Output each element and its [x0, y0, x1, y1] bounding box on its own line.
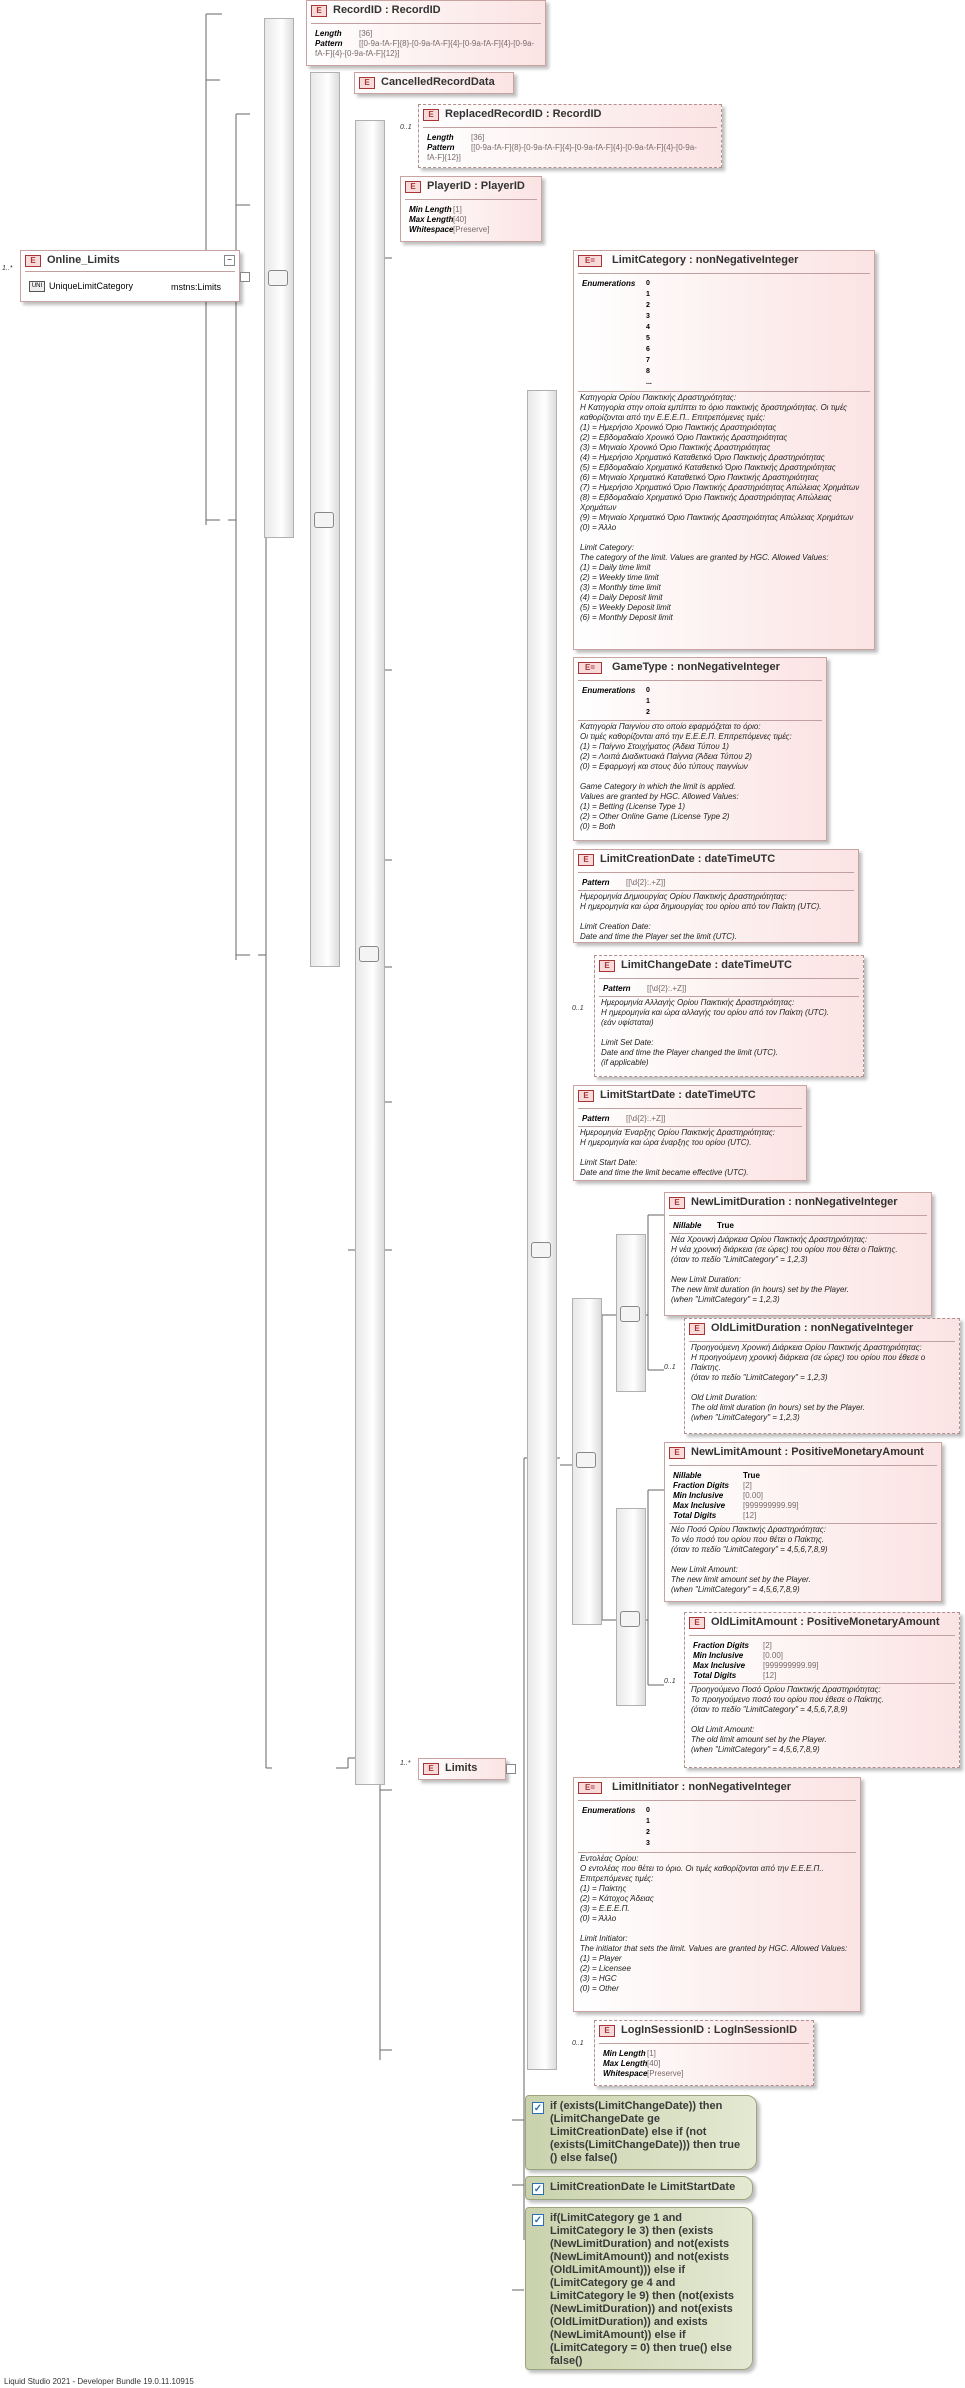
limit-change-date-element[interactable]: E LimitChangeDate : dateTimeUTC Pattern [[\d{2}:.+Z]] Ημερομηνία Αλλαγής Ορίου Παικτικής Δραστηριότητας: Η ημερομηνία και ώρα αλλαγής του ορίου από τον Παίκτη (UTC). (εάν υφίσταται) Limit Set Date: Date and time the Player changed the limit (UTC). (if applicable) — [594, 955, 864, 1077]
enumerations: 0 1 2 — [646, 687, 650, 716]
element-tag-icon: E — [669, 1447, 685, 1459]
documentation: Νέα Χρονική Διάρκεια Ορίου Παικτικής Δραστηριότητας: Η νέα χρονική διάρκεια (σε ώρες) του ορίου που θέτει ο Παίκτης. (όταν το πεδίο "LimitCategory" = 1,2,3) New Limit Duration: The new limit duration (in hours) set by the Player. (when "LimitCategory" = 1,2,3) — [671, 1235, 898, 1304]
limit-creation-date-element[interactable]: E LimitCreationDate : dateTimeUTC Pattern [[\d{2}:.+Z]] Ημερομηνία Δημιουργίας Ορίου Παικτικής Δραστηριότητας: Η ημερομηνία και ώρα δημιουργίας του ορίου από τον Παίκτη (UTC). Limit Creation Date: Date and time the Player set the limit (UTC). — [573, 849, 859, 943]
element-tag-icon: E= — [578, 1782, 602, 1794]
game-type-element[interactable]: E= GameType : nonNegativeInteger Enumerations 0 1 2 Κατηγορία Παιγνίου στο οποίο εφαρμόζεται το όριο: Οι τιμές καθορίζονται από την Ε.Ε.Ε.Π. Επιτρεπόμενες τιμές: (1) = Παίγνιο Στοιχήματος (Άδεια Τύπου 1) (2) = Λοιπά Διαδικτυακά Παίγνια (Άδεια Τύπου 2) (0) = Εφαρμογή και στους δύο τύπους παιγνίων Game Category in which the limit is applied. Values are granted by HGC. Allowed Values: (1) = Betting (License Type 1) (2) = Other Online Game (License Type 2) (0) = Both — [573, 657, 827, 841]
element-title: GameType : nonNegativeInteger — [612, 661, 780, 673]
unique-label: UniqueLimitCategory — [49, 281, 134, 291]
element-tag-icon: E — [599, 960, 615, 972]
enumerations: 0 1 2 3 4 5 6 7 8 ... — [646, 280, 652, 386]
documentation: Εντολέας Ορίου: Ο εντολέας που θέτει το όριο. Οι τιμές καθορίζονται από την Ε.Ε.Ε.Π.. Επιτρεπόμενες τιμές: (1) = Παίκτης (2) = Κάτοχος Άδειας (3) = Ε.Ε.Ε.Π. (0) = Άλλο Limit Initiator: The initiator that sets the limit. Values are granted by HGC. Allowed Values: (1) = Player (2) = Licensee (3) = HGC (0) = Other — [580, 1854, 848, 1993]
documentation: Ημερομηνία Αλλαγής Ορίου Παικτικής Δραστηριότητας: Η ημερομηνία και ώρα αλλαγής του ορίου από τον Παίκτη (UTC). (εάν υφίσταται) Limit Set Date: Date and time the Player changed the limit (UTC). (if applicable) — [601, 998, 830, 1067]
choice-compositor-icon-2[interactable] — [576, 1452, 596, 1468]
replaced-record-id-element[interactable]: E ReplacedRecordID : RecordID Length [36] Pattern [[0-9a-fA-F]{8}-[0-9a-fA-F]{4}-[0-9a-fA-F]{4}-[0-9a-fA-F]{4}-[0-9a-fA-F]{12}] — [418, 104, 722, 168]
documentation: Ημερομηνία Έναρξης Ορίου Παικτικής Δραστηριότητας: Η ημερομηνία και ώρα έναρξης του ορίου (UTC). Limit Start Date: Date and time the limit became effective (UTC). — [580, 1128, 775, 1177]
limit-category-element[interactable]: E= LimitCategory : nonNegativeInteger Enumerations 0 1 2 3 4 5 6 7 8 ... Κατηγορία Ορίου Παικτικής Δραστηριότητας: Η Κατηγορία στην οποία εμπίπτει το όριο παικτικής δραστηριότητας. Οι τιμές καθορίζονται από την Ε.Ε.Ε.Π.. Επιτρεπόμενες τιμές: (1) = Ημερήσιο Χρονικό Όριο Παικτικής Δραστηριότητας (2) = Εβδομαδιαίο Χρονικό Όριο Παικτικής Δραστηριότητας (3) = Μηνιαίο Χρονικό Όριο Παικτικής Δραστηριότητας (4) = Ημερήσιο Χρηματικό Καταθετικό Όριο Παικτικής Δραστηριότητας (5) = Εβδομαδιαίο Χρηματικό Καταθετικό Όριο Παικτικής Δραστηριότητας (6) = Μηνιαίο Χρηματικό Καταθετικό Όριο Παικτικής Δραστηριότητας (7) = Ημερήσιο Χρηματικό Όριο Παικτικής Δραστηριότητας Απώλειας Χρημάτων (8) = Εβδομαδιαίο Χρηματικό Όριο Παικτικής Δραστηριότητας Απώλειας Χρημάτων (9) = Μηνιαίο Χρηματικό Όριο Παικτικής Δραστηριότητας Απώλειας Χρημάτων (0) = Άλλο Limit Category: The category of the limit. Values are granted by HGC. Allowed Values: (1) = Daily time limit (2) = Weekly time limit (3) = Monthly time limit (4) = Daily Deposit limit (5) = Weekly Deposit limit (6) = Monthly Deposit limit — [573, 250, 875, 650]
cardinality: 1..* — [400, 1760, 411, 1767]
sequence-compositor-icon-4[interactable] — [620, 1306, 640, 1322]
limits-element[interactable] — [418, 1758, 506, 1780]
element-tag-icon: E — [599, 2025, 615, 2037]
element-title: Limits — [445, 1762, 478, 1774]
unique-constraint[interactable] — [29, 281, 133, 292]
checkbox-icon[interactable]: ✓ — [533, 2184, 543, 2195]
element-title: LogInSessionID : LogInSessionID — [621, 2024, 798, 2036]
unique-ref: mstns:Limits — [171, 282, 222, 292]
element-title: OldLimitAmount : PositiveMonetaryAmount — [711, 1616, 940, 1628]
assertion-1[interactable]: ✓ if (exists(LimitChangeDate)) then (LimitChangeDate ge LimitCreationDate) else if (not (exists(LimitChangeDate))) then true () else false() — [525, 2095, 757, 2170]
element-title: LimitCreationDate : dateTimeUTC — [600, 853, 776, 865]
limits-collapse-icon[interactable] — [506, 1764, 516, 1774]
element-title: LimitCategory : nonNegativeInteger — [612, 254, 799, 266]
element-title: NewLimitDuration : nonNegativeInteger — [691, 1196, 898, 1208]
element-tag-icon: E — [405, 181, 421, 193]
element-tag-icon: E — [689, 1617, 705, 1629]
sequence-compositor-icon-3[interactable] — [531, 1242, 551, 1258]
element-title: CancelledRecordData — [381, 76, 495, 88]
element-tag-icon: E= — [578, 662, 602, 674]
online-limits-element[interactable] — [20, 250, 240, 302]
new-limit-amount-element[interactable]: E NewLimitAmount : PositiveMonetaryAmount Nillable True Fraction Digits [2] Min Inclusive [0.00] Max Inclusive [999999999.99] Total Digits [12] Νέο Ποσό Ορίου Παικτικής Δραστηριότητας: Το νέο ποσό του ορίου που θέτει ο Παίκτης. (όταν το πεδίο "LimitCategory" = 4,5,6,7,8,9) New Limit Amount: The new limit amount set by the Player. (when "LimitCategory" = 4,5,6,7,8,9) — [664, 1442, 942, 1602]
sequence-compositor-icon-2[interactable] — [359, 946, 379, 962]
element-title: NewLimitAmount : PositiveMonetaryAmount — [691, 1446, 924, 1458]
record-id-element[interactable]: E RecordID : RecordID Length [36] Pattern [[0-9a-fA-F]{8}-[0-9a-fA-F]{4}-[0-9a-fA-F]{4}-[0-9a-fA-F]{4}-[0-9a-fA-F]{12}] — [306, 0, 546, 66]
old-limit-duration-element[interactable] — [684, 1318, 960, 1434]
login-session-id-element[interactable]: E LogInSessionID : LogInSessionID Min Length[1] Max Length[40] Whitespace[Preserve] — [594, 2020, 814, 2086]
element-title: LimitStartDate : dateTimeUTC — [600, 1089, 756, 1101]
unique-icon: UNI — [29, 281, 45, 292]
player-id-element[interactable]: E PlayerID : PlayerID Min Length[1] Max Length[40] Whitespace[Preserve] — [400, 176, 542, 242]
element-tag-icon: E — [423, 1763, 439, 1775]
cardinality: 0..1 — [400, 124, 412, 131]
documentation: Ημερομηνία Δημιουργίας Ορίου Παικτικής Δραστηριότητας: Η ημερομηνία και ώρα δημιουργίας του ορίου από τον Παίκτη (UTC). Limit Creation Date: Date and time the Player set the limit (UTC). — [580, 892, 822, 941]
assertion-2[interactable]: ✓ LimitCreationDate le LimitStartDate — [525, 2176, 753, 2200]
footer-credit: Liquid Studio 2021 - Developer Bundle 19.0.11.10915 — [4, 2377, 194, 2386]
choice-compositor-icon-1[interactable] — [314, 512, 334, 528]
element-title: LimitChangeDate : dateTimeUTC — [621, 959, 792, 971]
checkbox-icon[interactable]: ✓ — [533, 2103, 543, 2114]
element-tag-icon: E — [578, 1090, 594, 1102]
documentation: Προηγούμενη Χρονική Διάρκεια Ορίου Παικτικής Δραστηριότητας: Η προηγούμενη χρονική διάρκεια (σε ώρες) του ορίου που έθεσε ο Παίκτης. (όταν το πεδίο "LimitCategory" = 1,2,3) Old Limit Duration: The old limit duration (in hours) set by the Player. (when "LimitCategory" = 1,2,3) — [691, 1343, 926, 1422]
enumerations: 0 1 2 3 — [646, 1807, 650, 1847]
element-title: PlayerID : PlayerID — [427, 180, 525, 192]
root-cardinality: 1..* — [2, 265, 13, 272]
element-tag-icon: E — [359, 77, 375, 89]
limit-initiator-element[interactable]: E= LimitInitiator : nonNegativeInteger Enumerations 0 1 2 3 Εντολέας Ορίου: Ο εντολέας που θέτει το όριο. Οι τιμές καθορίζονται από την Ε.Ε.Ε.Π.. Επιτρεπόμενες τιμές: (1) = Παίκτης (2) = Κάτοχος Άδειας (3) = Ε.Ε.Ε.Π. (0) = Άλλο Limit Initiator: The initiator that sets the limit. Values are granted by HGC. Allowed Values: (1) = Player (2) = Licensee (3) = HGC (0) = Other — [573, 1777, 861, 2012]
element-tag-icon: E — [669, 1197, 685, 1209]
element-tag-icon: E — [25, 255, 41, 267]
old-limit-amount-element[interactable]: E OldLimitAmount : PositiveMonetaryAmount Fraction Digits [2] Min Inclusive [0.00] Max Inclusive [999999999.99] Total Digits [12] Προηγούμενο Ποσό Ορίου Παικτικής Δραστηριότητας: Το προηγούμενο ποσό του ορίου που έθεσε ο Παίκτης. (όταν το πεδίο "LimitCategory" = 4,5,6,7,8,9) Old Limit Amount: The old limit amount set by the Player. (when "LimitCategory" = 4,5,6,7,8,9) — [684, 1612, 960, 1768]
cardinality: 0..1 — [664, 1364, 676, 1371]
sequence-compositor-icon-5[interactable] — [620, 1611, 640, 1627]
cardinality: 0..1 — [664, 1678, 676, 1685]
root-expand-icon[interactable] — [240, 272, 250, 282]
documentation: Νέο Ποσό Ορίου Παικτικής Δραστηριότητας: Το νέο ποσό του ορίου που θέτει ο Παίκτης. (όταν το πεδίο "LimitCategory" = 4,5,6,7,8,9) New Limit Amount: The new limit amount set by the Player. (when "LimitCategory" = 4,5,6,7,8,9) — [671, 1525, 828, 1594]
element-title: ReplacedRecordID : RecordID — [445, 108, 602, 120]
checkbox-icon[interactable]: ✓ — [533, 2215, 543, 2226]
new-limit-duration-element[interactable]: E NewLimitDuration : nonNegativeInteger Nillable True Νέα Χρονική Διάρκεια Ορίου Παικτικής Δραστηριότητας: Η νέα χρονική διάρκεια (σε ώρες) του ορίου που θέτει ο Παίκτης. (όταν το πεδίο "LimitCategory" = 1,2,3) New Limit Duration: The new limit duration (in hours) set by the Player. (when "LimitCategory" = 1,2,3) — [664, 1192, 932, 1316]
assertion-3[interactable]: ✓ if(LimitCategory ge 1 and LimitCategory le 3) then (exists (NewLimitDuration) and not(exists (NewLimitAmount)) and not(exists (OldLimitAmount))) else if (LimitCategory ge 4 and LimitCategory le 9) then (not(exists (NewLimitDuration)) and not(exists (OldLimitDuration)) and exists (NewLimitAmount)) else if (LimitCategory = 0) then true() else false() — [525, 2207, 753, 2370]
cardinality: 0..1 — [572, 1005, 584, 1012]
element-title: OldLimitDuration : nonNegativeInteger — [711, 1322, 914, 1334]
element-title: Online_Limits — [47, 254, 120, 266]
sequence-bar-5 — [616, 1508, 646, 1706]
element-tag-icon: E — [423, 109, 439, 121]
documentation: Προηγούμενο Ποσό Ορίου Παικτικής Δραστηριότητας: Το προηγούμενο ποσό του ορίου που έθεσε ο Παίκτης. (όταν το πεδίο "LimitCategory" = 4,5,6,7,8,9) Old Limit Amount: The old limit amount set by the Player. (when "LimitCategory" = 4,5,6,7,8,9) — [691, 1685, 884, 1754]
documentation: Κατηγορία Παιγνίου στο οποίο εφαρμόζεται το όριο: Οι τιμές καθορίζονται από την Ε.Ε.Ε.Π. Επιτρεπόμενες τιμές: (1) = Παίγνιο Στοιχήματος (Άδεια Τύπου 1) (2) = Λοιπά Διαδικτυακά Παίγνια (Άδεια Τύπου 2) (0) = Εφαρμογή και στους δύο τύπους παιγνίων Game Category in which the limit is applied. Values are granted by HGC. Allowed Values: (1) = Betting (License Type 1) (2) = Other Online Game (License Type 2) (0) = Both — [580, 722, 792, 831]
sequence-compositor-icon-1[interactable] — [268, 270, 288, 286]
element-title: RecordID : RecordID — [333, 4, 441, 16]
element-title: LimitInitiator : nonNegativeInteger — [612, 1781, 792, 1793]
collapse-icon[interactable]: − — [224, 255, 235, 266]
cancelled-record-data-element[interactable] — [354, 72, 514, 94]
element-tag-icon: E — [578, 854, 594, 866]
element-tag-icon: E — [689, 1323, 705, 1335]
element-tag-icon: E — [311, 5, 327, 17]
limit-start-date-element[interactable]: E LimitStartDate : dateTimeUTC Pattern [[\d{2}:.+Z]] Ημερομηνία Έναρξης Ορίου Παικτικής Δραστηριότητας: Η ημερομηνία και ώρα έναρξης του ορίου (UTC). Limit Start Date: Date and time the limit became effective (UTC). — [573, 1085, 807, 1181]
cardinality: 0..1 — [572, 2040, 584, 2047]
element-tag-icon: E= — [578, 255, 602, 267]
sequence-bar-3 — [527, 390, 557, 2070]
documentation: Κατηγορία Ορίου Παικτικής Δραστηριότητας: Η Κατηγορία στην οποία εμπίπτει το όριο παικτικής δραστηριότητας. Οι τιμές καθορίζονται από την Ε.Ε.Ε.Π.. Επιτρεπόμενες τιμές: (1) = Ημερήσιο Χρονικό Όριο Παικτικής Δραστηριότητας (2) = Εβδομαδιαίο Χρονικό Όριο Παικτικής Δραστηριότητας (3) = Μηνιαίο Χρονικό Όριο Παικτικής Δραστηριότητας (4) = Ημερήσιο Χρηματικό Καταθετικό Όριο Παικτικής Δραστηριότητας (5) = Εβδομαδιαίο Χρηματικό Καταθετικό Όριο Παικτικής Δραστηριότητας (6) = Μηνιαίο Χρηματικό Καταθετικό Όριο Παικτικής Δραστηριότητας (7) = Ημερήσιο Χρηματικό Όριο Παικτικής Δραστηριότητας Απώλειας Χρημάτων (8) = Εβδομαδιαίο Χρηματικό Όριο Παικτικής Δραστηριότητας Απώλειας Χρημάτων (9) = Μηνιαίο Χρηματικό Όριο Παικτικής Δραστηριότητας Απώλειας Χρημάτων (0) = Άλλο Limit Category: The category of the limit. Values are granted by HGC. Allowed Values: (1) = Daily time limit (2) = Weekly time limit (3) = Monthly time limit (4) = Daily Deposit limit (5) = Weekly Deposit limit (6) = Monthly Deposit limit — [580, 393, 860, 622]
